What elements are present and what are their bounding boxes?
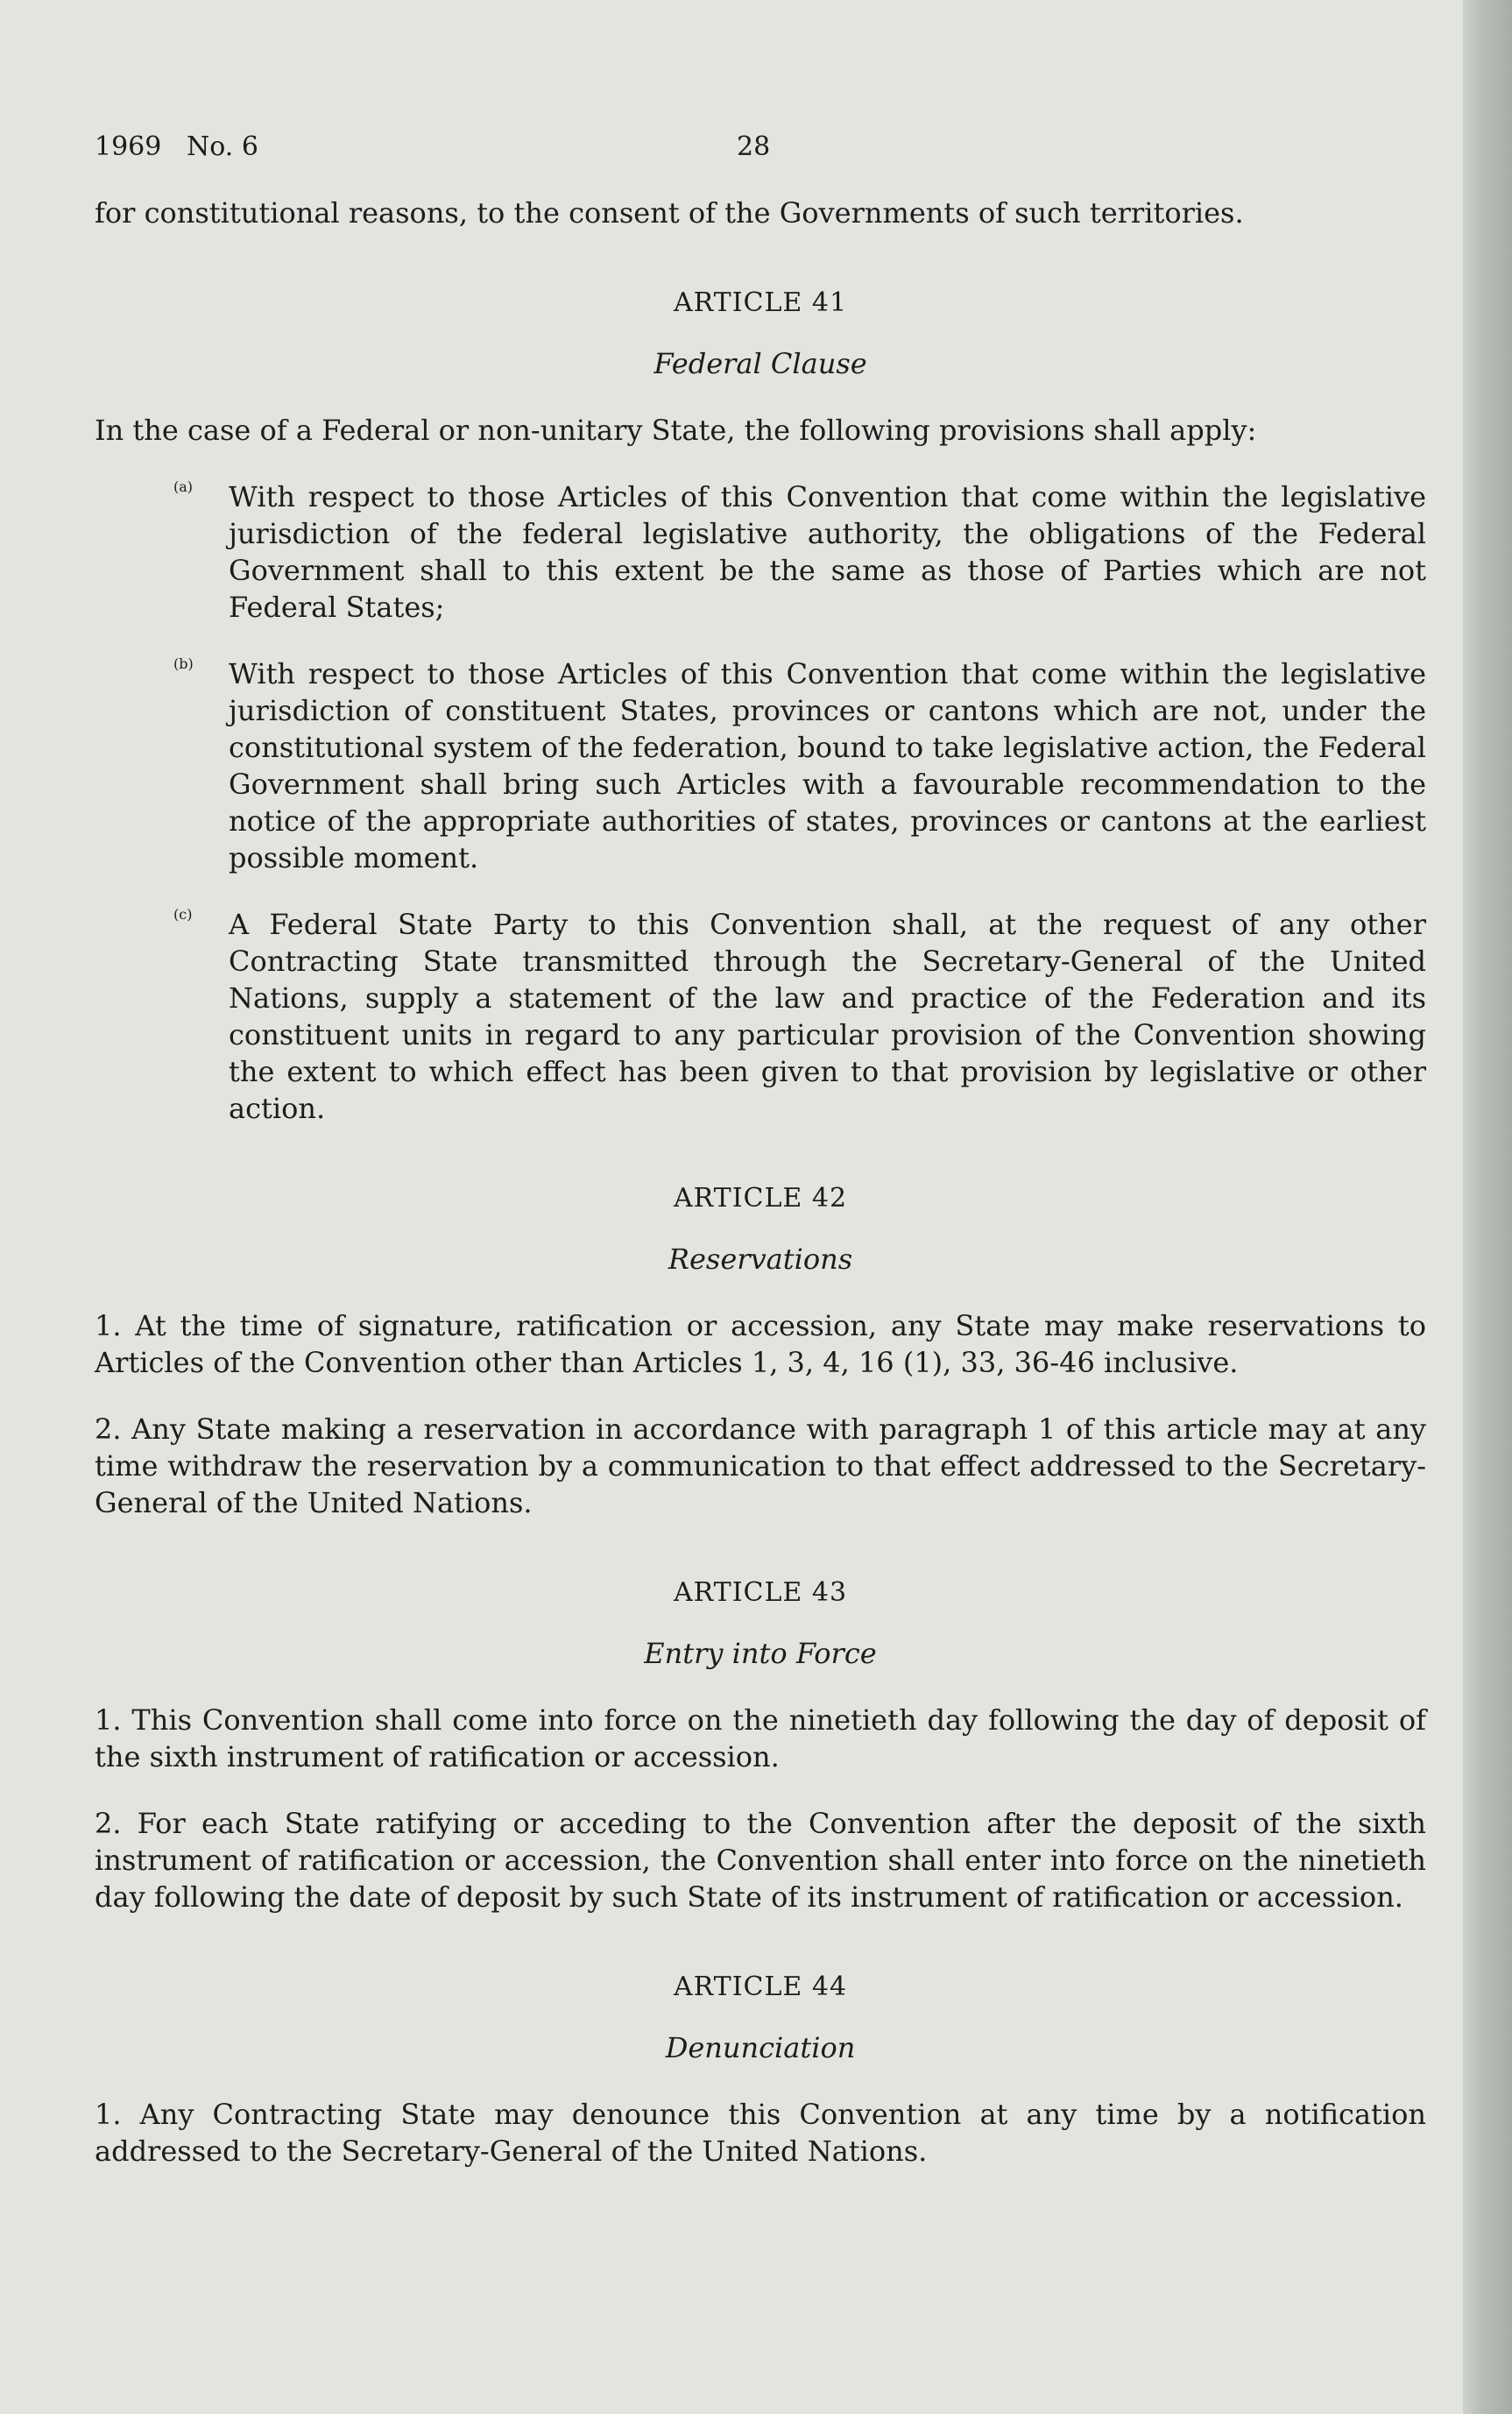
- article-41-lead: In the case of a Federal or non-unitary State, the following provisions shall apply:: [95, 414, 1257, 447]
- article-43-subtitle: Entry into Force: [644, 1637, 877, 1670]
- article-41-title: ARTICLE 41: [673, 287, 848, 318]
- article-41-item-a: [95, 478, 1426, 626]
- article-43-paragraph-1: 1. This Convention shall come into force on the ninetieth day following the day of deposit of the sixth instrument of ratification or accession.: [95, 1703, 1426, 1773]
- article-44-paragraph-1: 1. Any Contracting State may denounce this Convention at any time by a notification addressed to the Secretary-General of the United Nations.: [95, 2098, 1426, 2168]
- header-year-number: 1969 No. 6: [95, 131, 258, 162]
- article-43-title: ARTICLE 43: [673, 1577, 848, 1608]
- article-41-item-c: [95, 906, 1426, 1127]
- item-label: (a): [173, 478, 194, 495]
- article-42-paragraph-1: 1. At the time of signature, ratification or accession, any State may make reservations to Articles of the Convention other than Articles 1, 3, 4, 16 (1), 33, 36-46 inclusive.: [95, 1309, 1426, 1379]
- article-41-subtitle: Federal Clause: [654, 347, 867, 380]
- article-44-subtitle: Denunciation: [665, 2031, 856, 2064]
- page-content: [95, 195, 1426, 2170]
- article-41-item-b: [95, 655, 1426, 876]
- article-42-title: ARTICLE 42: [673, 1183, 848, 1214]
- page-header: [95, 131, 1426, 166]
- item-label: (b): [173, 655, 194, 672]
- article-43-paragraph-2: 2. For each State ratifying or acceding to the Convention after the deposit of the sixth instrument of ratification or accession, the Convention shall enter into force on the ninetieth day following the date of deposit by such State of its instrument of ratification or accession.: [95, 1807, 1426, 1914]
- page-edge-shadow: [1463, 0, 1512, 2414]
- article-44-title: ARTICLE 44: [673, 1972, 848, 2002]
- item-text: With respect to those Articles of this Convention that come within the legislative jurisdiction of the federal legislative authority, the obligations of the Federal Government shall to this extent be the same as those of Parties which are not Federal States;: [229, 480, 1426, 624]
- intro-paragraph: for constitutional reasons, to the consent of the Governments of such territories.: [95, 196, 1244, 230]
- item-text: A Federal State Party to this Convention shall, at the request of any other Contracting State transmitted through the Secretary-General of the United Nations, supply a statement of the law and practice of the Federation and its constituent units in regard to any particular provision of the Convention showing the extent to which effect has been given to that provision by legislative or other action.: [229, 908, 1426, 1125]
- item-text: With respect to those Articles of this Convention that come within the legislative jurisdiction of constituent States, provinces or cantons which are not, under the constitutional system of the federation, bound to take legislative action, the Federal Government shall bring such Articles with a favourable recommendation to the notice of the appropriate authorities of states, provinces or cantons at the earliest possible moment.: [229, 657, 1426, 874]
- page-number: 28: [737, 131, 771, 162]
- item-label: (c): [173, 906, 193, 923]
- article-42-subtitle: Reservations: [668, 1242, 853, 1276]
- article-42-paragraph-2: 2. Any State making a reservation in accordance with paragraph 1 of this article may at any time withdraw the reservation by a communication to that effect addressed to the Secretary-General of the United Nations.: [95, 1412, 1426, 1519]
